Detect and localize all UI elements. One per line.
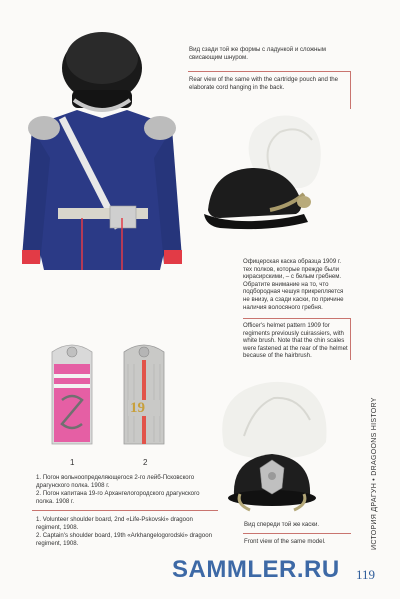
caption-divider: [243, 533, 351, 534]
helmet-front-photo: [214, 376, 332, 516]
caption-boards-en-1: 1. Volunteer shoulder board, 2nd «Life-Pskovski» dragoon regiment, 1908.: [36, 516, 193, 531]
caption-divider-vertical: [350, 71, 351, 109]
caption-divider-vertical: [350, 318, 351, 360]
watermark: SAMMLER.RU: [172, 556, 340, 583]
caption-divider: [32, 510, 218, 511]
board-label-2: 2: [143, 458, 148, 467]
caption-divider: [188, 71, 350, 72]
caption-rear-en: Rear view of the same with the cartridge pouch and the elaborate cord hanging in the back.: [189, 76, 339, 91]
shoulder-board-1: [48, 340, 96, 448]
running-title-text: ИСТОРИЯ ДРАГУН • DRAGOONS HISTORY: [371, 397, 378, 550]
caption-front-en: Front view of the same model.: [244, 538, 326, 545]
caption-divider: [243, 318, 351, 319]
caption-rear-ru: Вид сзади той же формы с ладункой и сложным свисающим шнуром.: [189, 46, 326, 61]
board-number: 19: [130, 400, 145, 416]
helmet-side-photo: [200, 110, 330, 240]
caption-boards-ru-2: 2. Погон капитана 19-го Архангелогородского драгунского полка. 1908 г.: [36, 490, 200, 505]
caption-front-ru: Вид спереди той же каски.: [244, 521, 320, 528]
shoulder-board-2: [120, 340, 168, 448]
caption-boards-en-2: 2. Captain's shoulder board, 19th «Arkhangelogorodski» dragoon regiment, 1908.: [36, 532, 212, 547]
uniform-rear-photo: [22, 28, 182, 298]
caption-boards-ru-1: 1. Погон вольноопределяющегося 2-го лейб-Псковского драгунского полка. 1908 г.: [36, 474, 195, 489]
running-title: [360, 300, 378, 560]
caption-helmet-ru: Офицерская каска образца 1909 г. тех полков, которые прежде были кирасирскими, – с белым гребнем. Обратите внимание на то, что подбородная чешуя прикрепляется не внизу, а сзади каски, по причине наличия волосяного гребня.: [243, 258, 344, 311]
caption-helmet-en: Officer's helmet pattern 1909 for regiments previously cuirassiers, with white brush. Note that the chin scales were fastened at the rear of the helmet because of the hairbrush.: [243, 322, 348, 360]
page-number: 119: [356, 567, 376, 582]
board-label-1: 1: [70, 458, 75, 467]
